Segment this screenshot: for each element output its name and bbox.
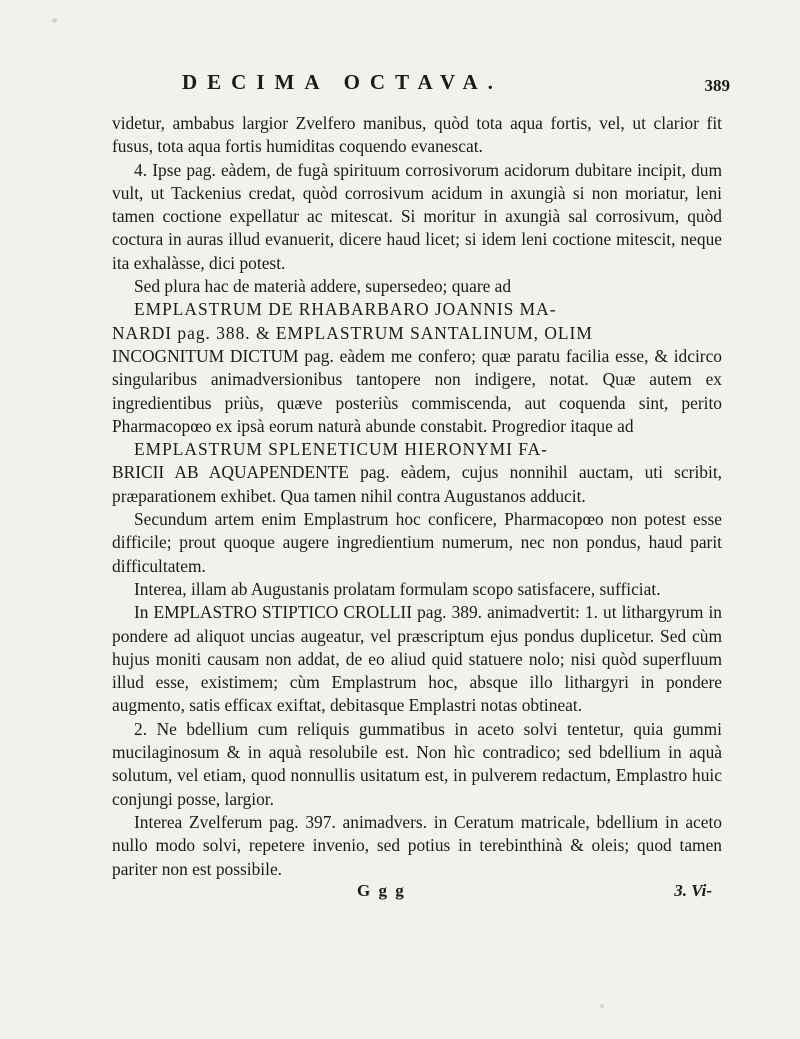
paper-speck	[52, 18, 57, 23]
body-paragraph: In EMPLASTRO STIPTICO CROLLII pag. 389. animadvertit: 1. ut lithargyrum in pondere ad aliquot uncias augeatur, vel præscriptum ejus pondus duplicetur. Sed cùm hujus moniti causam non addat, de eo aliud quid statuere nolo; nisi quòd superfluum illud esse, existimem; cùm Emplastrum hoc, absque illo lithargyri in pondere augmento, satis efficax exiftat, debitasque Emplastri notas obtineat.	[112, 602, 722, 716]
page-footer	[112, 881, 722, 905]
page-text	[112, 112, 722, 881]
running-title: DECIMA OCTAVA.	[182, 70, 503, 94]
section-heading-line: EMPLASTRUM DE RHABARBARO JOANNIS MA-	[134, 299, 557, 320]
running-head	[112, 70, 730, 104]
catchword: 3. Vi-	[674, 880, 712, 900]
section-heading-line: NARDI pag. 388. & EMPLASTRUM SANTALINUM, OLIM	[112, 322, 593, 343]
signature-mark: G g g	[357, 880, 406, 900]
paper-speck	[600, 1004, 604, 1008]
body-paragraph: 2. Ne bdellium cum reliquis gummatibus in aceto solvi tentetur, quia gummi mucilaginosum & in aquà resolubile est. Non hìc contradico; sed bdellium in aquà solutum, vel etiam, quod nonnullis usitatum est, in pulverem redactum, Emplastro huic conjungi posse, largior.	[112, 718, 722, 809]
body-paragraph: BRICII AB AQUAPENDENTE pag. eàdem, cujus nonnihil auctam, uti scribit, præparationem exhibet. Qua tamen nihil contra Augustanos adducit.	[112, 462, 722, 506]
body-paragraph: INCOGNITUM DICTUM pag. eàdem me confero; quæ paratu facilia esse, & idcirco singularibus animadversionibus tantopere non indigere, notat. Quæ autem ex ingredientibus priùs, quæve posteriùs commiscenda, aut coquenda sint, perito Pharmacopœo ex ipsà eorum naturà abunde constabit. Progredior itaque ad	[112, 345, 722, 436]
body-paragraph: videtur, ambabus largior Zvelfero manibus, quòd tota aqua fortis, vel, ut clarior fit fusus, tota aqua fortis humiditas coquendo evanescat.	[112, 113, 722, 157]
section-heading-line: EMPLASTRUM SPLENETICUM HIERONYMI FA-	[134, 439, 548, 460]
body-paragraph: Sed plura hac de materià addere, supersedeo; quare ad	[134, 276, 512, 297]
page-number: 389	[704, 76, 730, 95]
body-paragraph: 4. Ipse pag. eàdem, de fugà spirituum corrosivorum acidorum dubitare incipit, dum vult, ut Tackenius credat, quòd corrosivum acidum in axungià si non moriatur, leni tamen coctione expellatur ac mitescat. Si moritur in axungià sal corrosivum, quòd coctura in auras illud evanuerit, dicere haud licet; si idem leni coctione mitescit, neque ita exhalàsse, dici potest.	[112, 159, 722, 273]
body-paragraph: Secundum artem enim Emplastrum hoc conficere, Pharmacopœo non potest esse difficile; prout quoque augere ingredientium numerum, nec non pondus, haud parit difficultatem.	[112, 509, 722, 576]
body-paragraph: Interea Zvelferum pag. 397. animadvers. in Ceratum matricale, bdellium in aceto nullo modo solvi, repetere invenio, sed potius in terebinthinà & oleis; quod tamen pariter non est possibile.	[112, 811, 722, 879]
body-paragraph: Interea, illam ab Augustanis prolatam formulam scopo satisfacere, sufficiat.	[134, 578, 661, 599]
